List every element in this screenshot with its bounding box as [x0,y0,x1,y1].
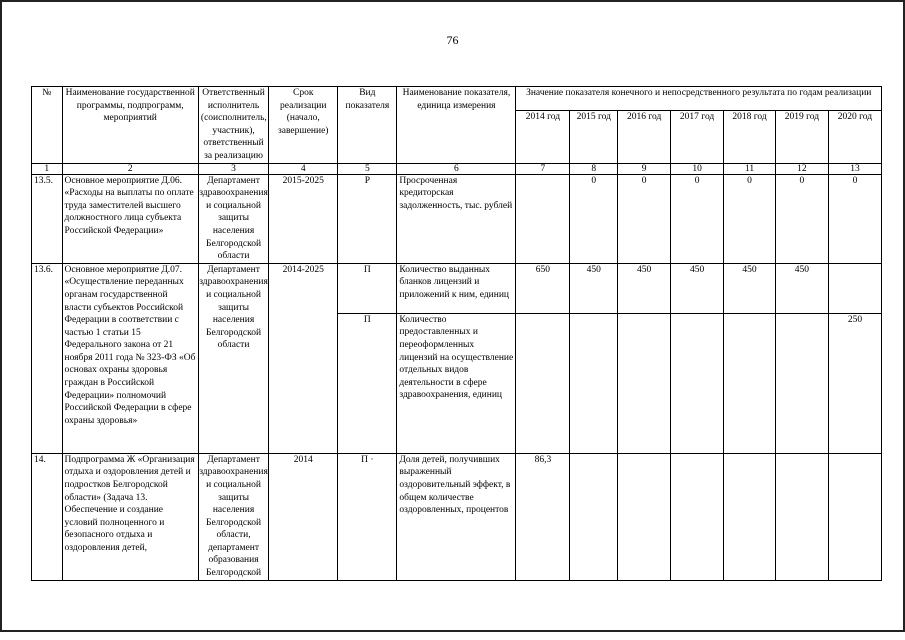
row-value [724,453,776,580]
col-number: 4 [269,163,338,174]
row-term: 2014 [269,453,338,580]
row-name: Подпрограмма Ж «Организация отдыха и оздоровления детей и подростков Белгородской области» (Задача 13. Обеспечение и создание условий полноценного и безопасного отдыха и оздоровления детей, [62,453,198,580]
row-value [671,453,724,580]
row-value: 86,3 [516,453,570,580]
col-number: 6 [397,163,516,174]
header-num: № [32,87,63,164]
row-value: 450 [724,263,776,313]
col-number: 5 [338,163,397,174]
header-year: 2020 год [828,110,881,163]
row-responsible: Департамент здравоохранения и социальной защиты населения Белгородской области [198,174,268,263]
row-value: 650 [516,263,570,313]
row-value: 450 [671,263,724,313]
column-number-row [32,163,882,174]
row-value [775,313,828,453]
row-value: 0 [570,174,618,263]
header-year: 2019 год [775,110,828,163]
row-value [516,313,570,453]
col-number: 12 [775,163,828,174]
row-responsible: Департамент здравоохранения и социальной защиты населения Белгородской области [198,263,268,453]
row-name: Основное мероприятие Д.06. «Расходы на выплаты по оплате труда заместителей высшего должностного лица субъекта Российской Федерации» [62,174,198,263]
header-year: 2015 год [570,110,618,163]
col-number: 10 [671,163,724,174]
row-responsible: Департамент здравоохранения и социальной защиты населения Белгородской области, департамент образования Белгородской [198,453,268,580]
row-value [570,453,618,580]
row-num: 13.6. [32,263,63,453]
row-type: Р [338,174,397,263]
col-number: 1 [32,163,63,174]
col-number: 7 [516,163,570,174]
header-year: 2014 год [516,110,570,163]
indicators-table [31,86,882,581]
header-name: Наименование государственной программы, подпрограмм, мероприятий [62,87,198,164]
scan-edge-top [0,0,905,2]
row-indicator: Количество предоставленных и переоформленных лицензий на осуществление отдельных видов деятельности в сфере здравоохранения, единиц [397,313,516,453]
row-value: 0 [618,174,671,263]
row-value [516,174,570,263]
header-term: Срок реализации (начало, завершение) [269,87,338,164]
row-value [828,453,881,580]
page-number: 76 [446,33,459,47]
row-type: П [338,263,397,313]
header-responsible: Ответственный исполнитель (соисполнитель, участник), ответственный за реализацию [198,87,268,164]
row-indicator: Просроченная кредиторская задолженность, тыс. рублей [397,174,516,263]
table-row [32,453,882,580]
col-number: 8 [570,163,618,174]
col-number: 11 [724,163,776,174]
row-value [724,313,776,453]
table-row [32,174,882,263]
col-number: 13 [828,163,881,174]
row-value [671,313,724,453]
row-value [775,453,828,580]
header-year: 2017 год [671,110,724,163]
row-value [828,263,881,313]
scan-edge-left [0,0,2,632]
row-type: П · [338,453,397,580]
row-value [570,313,618,453]
row-value: 450 [775,263,828,313]
table-row [32,263,882,313]
row-term: 2015-2025 [269,174,338,263]
row-indicator: Доля детей, получивших выраженный оздоровительный эффект, в общем количестве оздоровленных, процентов [397,453,516,580]
row-num: 14. [32,453,63,580]
row-term: 2014-2025 [269,263,338,453]
header-values-group: Значение показателя конечного и непосредственного результата по годам реализации [516,87,882,111]
row-value: 450 [618,263,671,313]
row-type: П [338,313,397,453]
header-type: Вид показателя [338,87,397,164]
row-value: 250 [828,313,881,453]
col-number: 9 [618,163,671,174]
row-num: 13.5. [32,174,63,263]
row-value: 450 [570,263,618,313]
row-value [618,453,671,580]
row-value: 0 [724,174,776,263]
scan-edge-bottom [0,630,905,632]
row-value: 0 [828,174,881,263]
header-year: 2016 год [618,110,671,163]
row-value: 0 [671,174,724,263]
col-number: 3 [198,163,268,174]
row-indicator: Количество выданных бланков лицензий и приложений к ним, единиц [397,263,516,313]
header-year: 2018 год [724,110,776,163]
row-value [618,313,671,453]
col-number: 2 [62,163,198,174]
row-name: Основное мероприятие Д.07. «Осуществление переданных органам государственной власти субъектов Российской Федерации в соответствии с частью 1 статьи 15 Федерального закона от 21 ноября 2011 года № 323-ФЗ «Об основах охраны здоровья граждан в Российской Федерации» полномочий Российской Федерации в сфере охраны здоровья» [62,263,198,453]
row-value: 0 [775,174,828,263]
header-indicator: Наименование показателя, единица измерения [397,87,516,164]
